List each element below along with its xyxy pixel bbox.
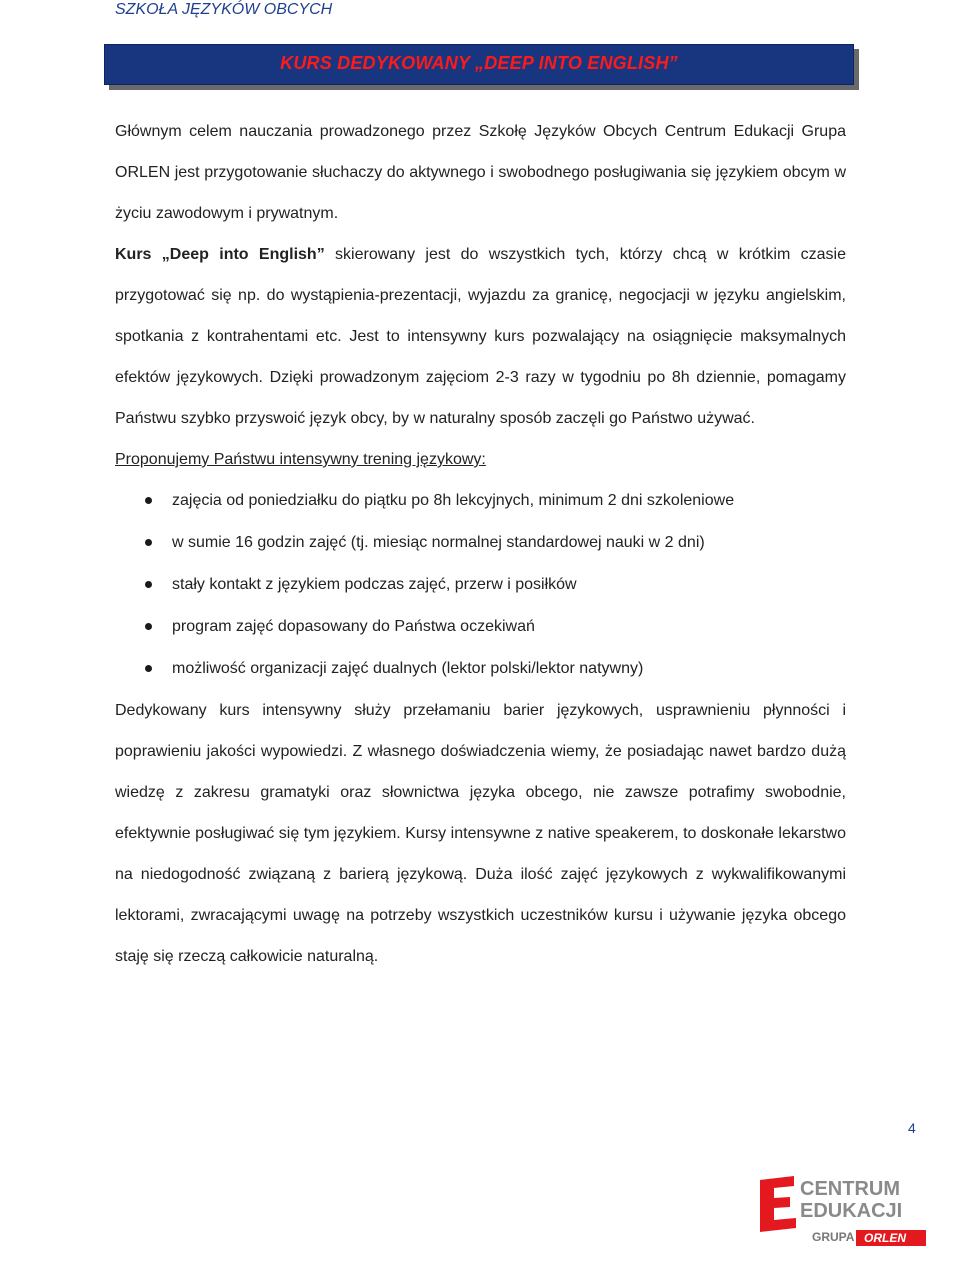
footer-contact: Szkoła Języków Obcych, tel. (24) 365 86 19, fax. (24) 365 86 24, www.centrumedukacji.pl — [208, 1251, 792, 1267]
offer-heading: Proponujemy Państwu intensywny trening językowy: — [115, 451, 486, 468]
list-item: program zajęć dopasowany do Państwa oczekiwań — [115, 606, 846, 648]
title-bar — [104, 44, 854, 85]
bullet-icon — [145, 623, 152, 630]
footer-address: Centrum Edukacji Grupa ORLEN, 09-400 Płock, al. F. Kobylińskiego 25 — [246, 1234, 714, 1250]
intro-paragraph: Głównym celem nauczania prowadzonego przez Szkołę Języków Obcych Centrum Edukacji Grupa ORLEN jest przygotowanie słuchaczy do aktywnego i swobodnego posługiwania się językiem obcym w życiu zawodowym i prywatnym. — [115, 123, 846, 222]
offer-list — [115, 480, 846, 690]
bullet-icon — [145, 581, 152, 588]
list-item: w sumie 16 godzin zajęć (tj. miesiąc normalnej standardowej nauki w 2 dni) — [115, 522, 846, 564]
bullet-icon — [145, 539, 152, 546]
page-title: KURS DEDYKOWANY „DEEP INTO ENGLISH” — [280, 53, 678, 73]
footer — [0, 1234, 960, 1268]
list-item: stały kontakt z językiem podczas zajęć, przerw i posiłków — [115, 564, 846, 606]
bullet-icon — [145, 497, 152, 504]
header-school-name: SZKOŁA JĘZYKÓW OBCYCH — [115, 1, 333, 18]
logo-grupa: GRUPA — [812, 1230, 855, 1244]
list-item: zajęcia od poniedziałku do piątku po 8h lekcyjnych, minimum 2 dni szkoleniowe — [115, 480, 846, 522]
page-number: 4 — [908, 1120, 916, 1136]
list-item: możliwość organizacji zajęć dualnych (lektor polski/lektor natywny) — [115, 648, 846, 690]
logo-orlen: ORLEN — [864, 1231, 906, 1245]
bullet-icon — [145, 665, 152, 672]
document-body — [115, 111, 846, 977]
course-paragraph — [115, 234, 846, 439]
logo-line1: CENTRUM — [800, 1178, 900, 1200]
logo-line2: EDUKACJI — [800, 1200, 903, 1222]
course-name: Kurs „Deep into English” — [115, 246, 325, 263]
course-description: skierowany jest do wszystkich tych, którzy chcą w krótkim czasie przygotować się np. do wystąpienia-prezentacji, wyjazdu za granicę, negocjacji w języku angielskim, spotkania z kontrahentami etc. Jest to intensywny kurs pozwalający na osiągnięcie maksymalnych efektów językowych. Dzięki prowadzonym zajęciom 2-3 razy w tygodniu po 8h dziennie, pomagamy Państwu szybko przyswoić język obcy, by w naturalny sposób zaczęli go Państwo używać. — [115, 246, 846, 427]
closing-paragraph: Dedykowany kurs intensywny służy przełamaniu barier językowych, usprawnieniu płynności i poprawieniu jakości wypowiedzi. Z własnego doświadczenia wiemy, że posiadając nawet bardzo dużą wiedzę z zakresu gramatyki oraz słownictwa języka obcego, nie zawsze potrafimy swobodnie, efektywnie posługiwać się tym językiem. Kursy intensywne z native speakerem, to doskonałe lekarstwo na niedogodność związaną z barierą językową. Duża ilość zajęć językowych z wykwalifikowanymi lektorami, zwracającymi uwagę na potrzeby wszystkich uczestników kursu i używanie języka obcego staję się rzeczą całkowicie naturalną. — [115, 702, 846, 965]
